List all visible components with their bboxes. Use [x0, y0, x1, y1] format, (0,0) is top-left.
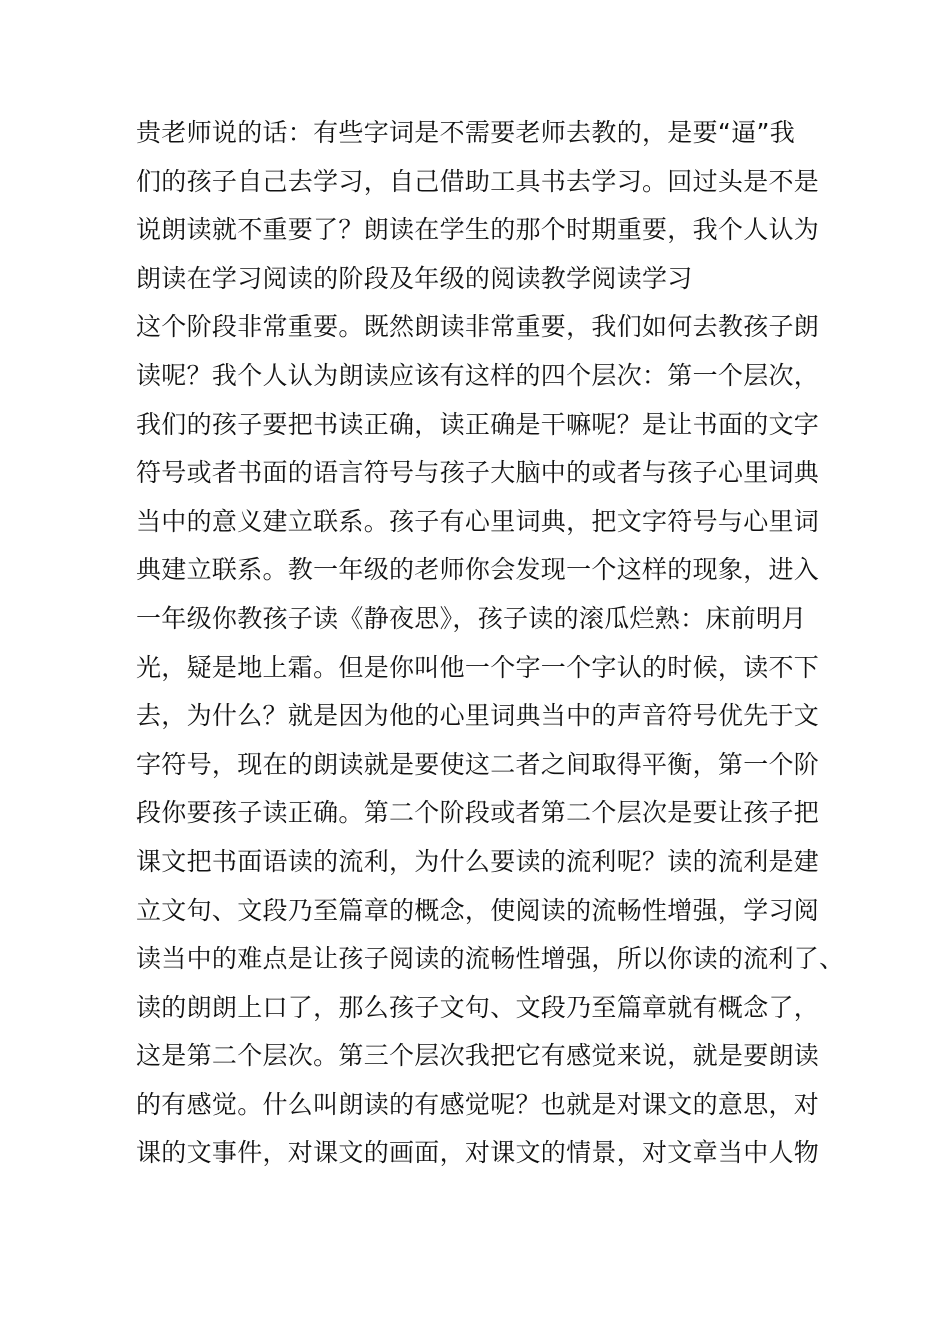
text-line: 这是第二个层次。第三个层次我把它有感觉来说，就是要朗读 [136, 1041, 820, 1071]
text-line: 读呢？我个人认为朗读应该有这样的四个层次：第一个层次， [136, 360, 820, 390]
text-line: 课的文事件，对课文的画面，对课文的情景，对文章当中人物 [136, 1138, 820, 1168]
text-line: 典建立联系。教一年级的老师你会发现一个这样的现象，进入 [136, 555, 820, 585]
text-line: 立文句、文段乃至篇章的概念，使阅读的流畅性增强，学习阅 [136, 895, 820, 925]
text-line: 我们的孩子要把书读正确，读正确是干嘛呢？是让书面的文字 [136, 409, 820, 439]
text-line: 的有感觉。什么叫朗读的有感觉呢？也就是对课文的意思，对 [136, 1089, 820, 1119]
text-line: 读当中的难点是让孩子阅读的流畅性增强，所以你读的流利了、 [136, 944, 845, 974]
text-line: 符号或者书面的语言符号与孩子大脑中的或者与孩子心里词典 [136, 458, 820, 488]
text-line: 一年级你教孩子读《静夜思》，孩子读的滚瓜烂熟：床前明月 [136, 603, 807, 633]
body-text [136, 109, 856, 1178]
text-line: 朗读在学习阅读的阶段及年级的阅读教学阅读学习 [136, 263, 693, 293]
text-line: 段你要孩子读正确。第二个阶段或者第二个层次是要让孩子把 [136, 798, 820, 828]
text-line: 光，疑是地上霜。但是你叫他一个字一个字认的时候，读不下 [136, 652, 820, 682]
text-line: 说朗读就不重要了？朗读在学生的那个时期重要，我个人认为 [136, 215, 820, 245]
text-line: 贵老师说的话：有些字词是不需要老师去教的，是要“逼”我 [136, 118, 796, 147]
text-line: 字符号，现在的朗读就是要使这二者之间取得平衡，第一个阶 [136, 749, 820, 779]
text-line: 读的朗朗上口了，那么孩子文句、文段乃至篇章就有概念了， [136, 992, 820, 1022]
text-line: 课文把书面语读的流利，为什么要读的流利呢？读的流利是建 [136, 846, 820, 876]
text-line: 去，为什么？就是因为他的心里词典当中的声音符号优先于文 [136, 701, 820, 731]
text-line: 这个阶段非常重要。既然朗读非常重要，我们如何去教孩子朗 [136, 312, 820, 342]
text-line: 们的孩子自己去学习，自己借助工具书去学习。回过头是不是 [136, 166, 820, 196]
text-line: 当中的意义建立联系。孩子有心里词典，把文字符号与心里词 [136, 506, 820, 536]
